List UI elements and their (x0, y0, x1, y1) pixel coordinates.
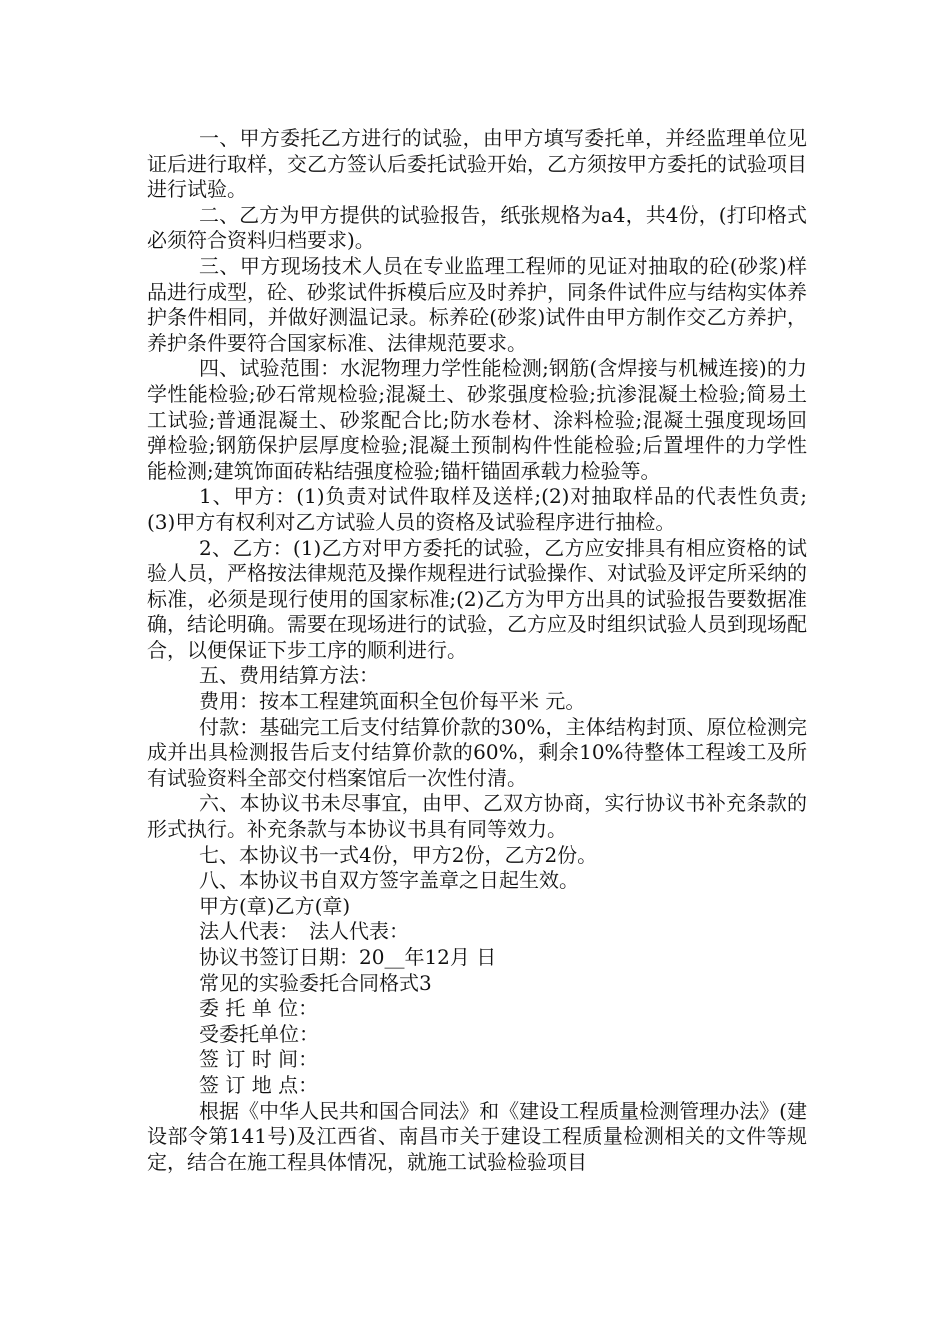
document-body (147, 126, 807, 1175)
party-a-duties: 1、甲方：(1)负责对试件取样及送样;(2)对抽取样品的代表性负责;(3)甲方有权利对乙方试验人员的资格及试验程序进行抽检。 (147, 484, 807, 534)
clause-2: 二、乙方为甲方提供的试验报告，纸张规格为a4，共4份，(打印格式必须符合资料归档要求)。 (147, 202, 807, 253)
client-field: 委 托 单 位： (199, 996, 319, 1021)
legal-rep-line: 法人代表： 法人代表： (199, 919, 409, 944)
payment-line: 付款：基础完工后支付结算价款的30%，主体结构封顶、原位检测完成并出具检测报告后支付结算价款的60%，剩余10%待整体工程竣工及所有试验资料全部交付档案馆后一次性付清。 (147, 714, 807, 790)
signing-place-field: 签 订 地 点： (199, 1072, 319, 1097)
clause-5-heading: 五、费用结算方法： (199, 663, 379, 688)
signing-time-field: 签 订 时 间： (199, 1047, 319, 1072)
clause-7: 七、本协议书一式4份，甲方2份，乙方2份。 (199, 842, 598, 867)
clause-3: 三、甲方现场技术人员在专业监理工程师的见证对抽取的砼(砂浆)样品进行成型，砼、砂浆试件拆模后应及时养护，同条件试件应与结构实体养护条件相同，并做好测温记录。标养砼(砂浆)试件由甲方制作交乙方养护，养护条件要符合国家标准、法律规范要求。 (147, 253, 807, 355)
clause-4-test-scope: 四、试验范围：水泥物理力学性能检测;钢筋(含焊接与机械连接)的力学性能检验;砂石常规检验;混凝土、砂浆强度检验;抗渗混凝土检验;简易土工试验;普通混凝土、砂浆配合比;防水卷材、涂料检验;混凝土强度现场回弹检验;钢筋保护层厚度检验;混凝土预制构件性能检验;后置埋件的力学性能检测;建筑饰面砖粘结强度检验;锚杆锚固承载力检验等。 (147, 356, 807, 483)
clause-1: 一、甲方委托乙方进行的试验，由甲方填写委托单，并经监理单位见证后进行取样，交乙方签认后委托试验开始，乙方须按甲方委托的试验项目进行试验。 (147, 126, 807, 202)
clause-8: 八、本协议书自双方签字盖章之日起生效。 (199, 868, 579, 893)
clause-6: 六、本协议书未尽事宜，由甲、乙双方协商，实行协议书补充条款的形式执行。补充条款与本协议书具有同等效力。 (147, 791, 807, 842)
signing-date-line: 协议书签订日期：20__年12月 日 (199, 945, 497, 969)
preamble: 根据《中华人民共和国合同法》和《建设工程质量检测管理办法》(建设部令第141号)及江西省、南昌市关于建设工程质量检测相关的文件等规定，结合在施工程具体情况，就施工试验检验项目 (147, 1098, 807, 1174)
section-title: 常见的实验委托合同格式3 (199, 970, 432, 995)
party-b-duties: 2、乙方：(1)乙方对甲方委托的试验，乙方应安排具有相应资格的试验人员，严格按法律规范及操作规程进行试验操作、对试验及评定所采纳的标准，必须是现行使用的国家标准;(2)乙方为甲方出具的试验报告要数据准确，结论明确。需要在现场进行的试验，乙方应及时组织试验人员到现场配合，以便保证下步工序的顺利进行。 (147, 535, 807, 662)
contractor-field: 受委托单位： (199, 1021, 319, 1046)
seal-line: 甲方(章)乙方(章) (199, 893, 351, 918)
fee-line: 费用：按本工程建筑面积全包价每平米 元。 (199, 689, 586, 714)
